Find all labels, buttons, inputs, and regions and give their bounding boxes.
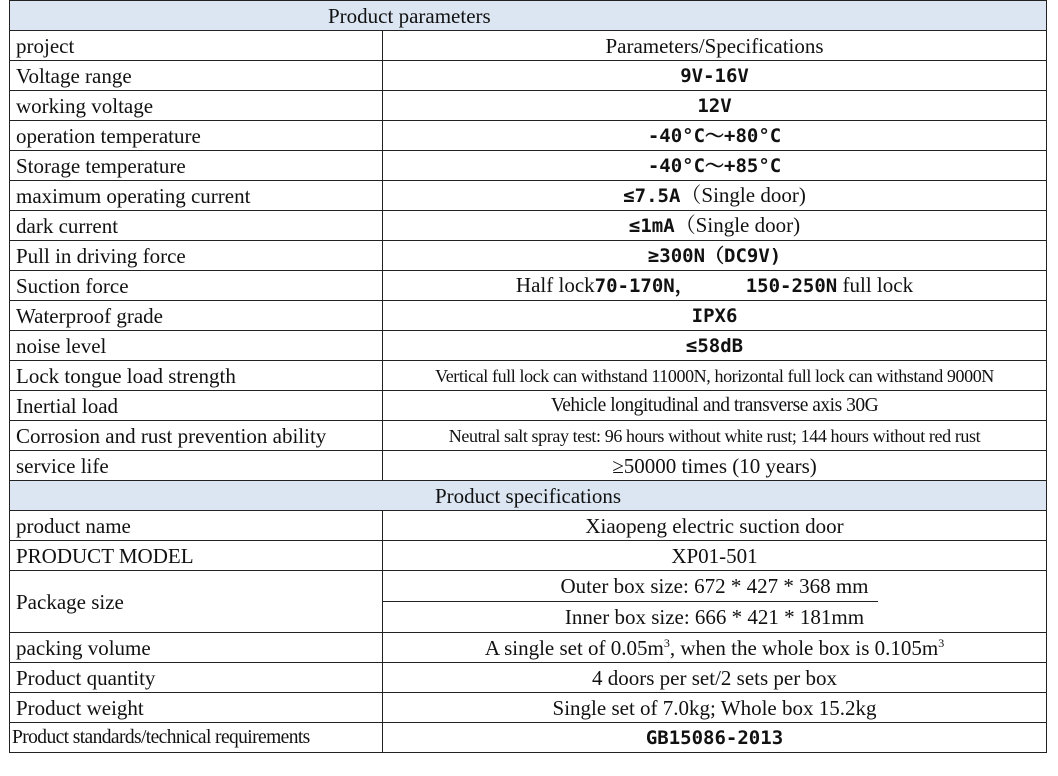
param-value — [383, 271, 1047, 301]
outer-box-size: Outer box size: 672 * 427 * 368 mm — [383, 571, 878, 602]
table-row — [10, 693, 1047, 723]
table-row — [10, 361, 1047, 391]
param-key: Pull in driving force — [10, 241, 383, 271]
param-value: Vertical full lock can withstand 11000N, horizontal full lock can withstand 9000N — [383, 361, 1047, 391]
table-row — [10, 31, 1047, 61]
table-row — [10, 541, 1047, 571]
section-header-row — [10, 481, 1047, 511]
param-key: operation temperature — [10, 121, 383, 151]
spec-value: GB15086-2013 — [383, 723, 1047, 753]
spec-value: Xiaopeng electric suction door — [383, 511, 1047, 541]
param-value: ≥300N（DC9V) — [383, 241, 1047, 271]
volume-superscript-2: 3 — [938, 635, 945, 650]
value-note: （Single door) — [674, 213, 801, 237]
spec-key: packing volume — [10, 633, 383, 663]
table-row — [10, 451, 1047, 481]
spec-key: product name — [10, 511, 383, 541]
table-row — [10, 241, 1047, 271]
table-row — [10, 181, 1047, 211]
spec-value — [383, 633, 1047, 663]
volume-superscript-1: 3 — [663, 635, 670, 650]
table-row — [10, 571, 1047, 633]
table-row — [10, 391, 1047, 421]
inner-box-size: Inner box size: 666 * 421 * 181mm — [564, 605, 865, 629]
table-row — [10, 151, 1047, 181]
value-bold-1: 70-170N， — [594, 275, 694, 297]
spec-key: Package size — [10, 571, 383, 633]
param-value: Vehicle longitudinal and transverse axis 30G — [383, 391, 1047, 421]
spec-value: Single set of 7.0kg; Whole box 15.2kg — [383, 693, 1047, 723]
param-key: Storage temperature — [10, 151, 383, 181]
table-row — [10, 271, 1047, 301]
spec-value — [383, 571, 1047, 633]
volume-part-2: , when the whole box is 0.105m — [669, 635, 939, 660]
value-bold: ≤7.5A — [623, 185, 681, 207]
section-header-row — [10, 1, 1047, 31]
table-row — [10, 121, 1047, 151]
param-key: working voltage — [10, 91, 383, 121]
spec-value: XP01-501 — [383, 541, 1047, 571]
section-title-parameters: Product parameters — [10, 1, 1047, 31]
table-row — [10, 663, 1047, 693]
param-value: ≤58dB — [383, 331, 1047, 361]
value-prefix: Half lock — [515, 273, 595, 297]
table-row — [10, 91, 1047, 121]
param-value: ≥50000 times (10 years) — [383, 451, 1047, 481]
param-value: -40°C～+85°C — [383, 151, 1047, 181]
param-key: dark current — [10, 211, 383, 241]
param-key: Inertial load — [10, 391, 383, 421]
table-row — [10, 211, 1047, 241]
table-row — [10, 633, 1047, 663]
param-value: Neutral salt spray test: 96 hours without white rust; 144 hours without red rust — [383, 421, 1047, 451]
spec-key: Product quantity — [10, 663, 383, 693]
param-key: noise level — [10, 331, 383, 361]
param-key: Waterproof grade — [10, 301, 383, 331]
column-header-project: project — [10, 31, 383, 61]
param-value: 9V-16V — [383, 61, 1047, 91]
param-value: -40°C～+80°C — [383, 121, 1047, 151]
value-suffix: full lock — [837, 273, 914, 297]
spec-value: 4 doors per set/2 sets per box — [383, 663, 1047, 693]
volume-part-1: A single set of 0.05m — [484, 635, 664, 660]
section-title-specifications: Product specifications — [10, 481, 1047, 511]
value-bold-2: 150-250N — [745, 275, 838, 297]
column-header-specifications: Parameters/Specifications — [383, 31, 1047, 61]
param-key: Suction force — [10, 271, 383, 301]
param-key: Corrosion and rust prevention ability — [10, 421, 383, 451]
param-key: service life — [10, 451, 383, 481]
param-key: maximum operating current — [10, 181, 383, 211]
table-row — [10, 301, 1047, 331]
param-key: Voltage range — [10, 61, 383, 91]
value-bold: ≤1mA — [628, 215, 675, 237]
param-value — [383, 211, 1047, 241]
param-value — [383, 181, 1047, 211]
param-key: Lock tongue load strength — [10, 361, 383, 391]
param-value: IPX6 — [383, 301, 1047, 331]
value-note: （Single door) — [680, 183, 806, 207]
specification-table — [9, 0, 1047, 753]
spec-key: Product standards/technical requirements — [10, 723, 383, 753]
table-row — [10, 421, 1047, 451]
spec-key: PRODUCT MODEL — [10, 541, 383, 571]
table-row — [10, 331, 1047, 361]
table-row — [10, 511, 1047, 541]
spec-key: Product weight — [10, 693, 383, 723]
table-row — [10, 61, 1047, 91]
param-value: 12V — [383, 91, 1047, 121]
table-row — [10, 723, 1047, 753]
